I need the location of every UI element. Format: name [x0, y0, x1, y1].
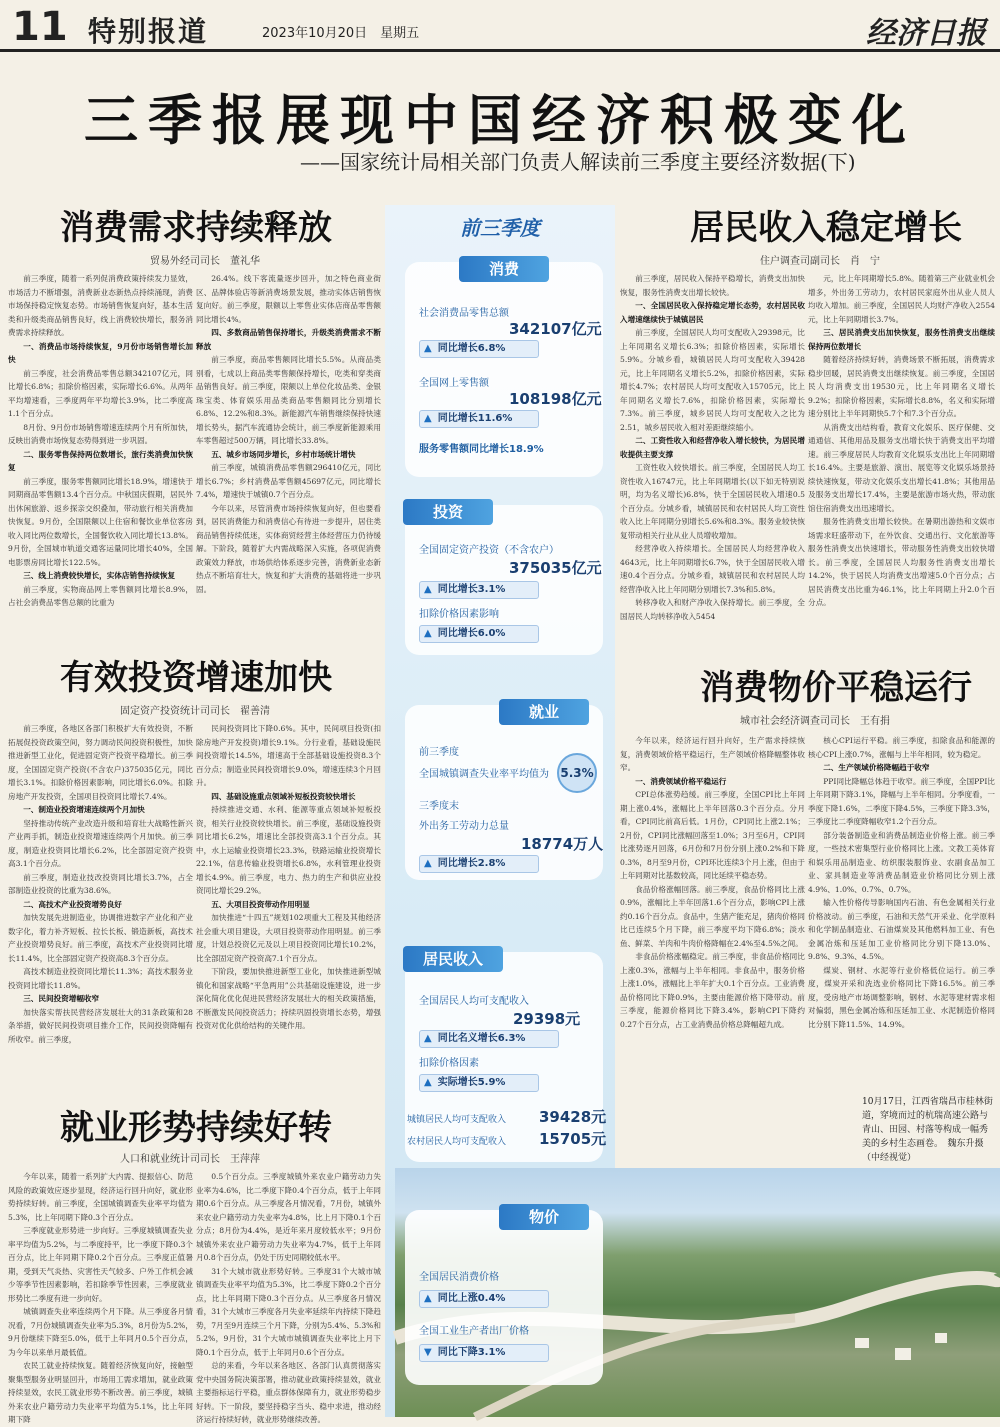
nominal-growth: ▲ 同比名义增长6.3% — [419, 1030, 559, 1048]
consumption-col-1: 前三季度，随着一系列促消费政策持续发力显效，市场活力不断增强，消费新业态新热点持续涌现，消费市场保持稳定恢复态势。市场销售恢复向好，基本生活类和升级类商品销售良好，线上消费较快增长，服务消费需求持续释放。 一、消费品市场持续恢复，9月份市场销售增长加快 前三季度，社会消费品零售总额342107亿元，同比增长6.8%；扣除价格因素，实际增长6.6%。从两年平均增速看，三季度两年平均增长3.9%，比二季度高1.1个百分点。 8月份、9月份市场销售增速连续两个月有所加快，反映出消费市场恢复态势得到进一步巩固。 二、服务零售保持两位数增长，旅行类消费加快恢复 前三季度，服务零售额同比增长18.9%，增速快于同期商品零售额13.4个百分点。中秋国庆假期，居民外出休闲旅游、返乡探亲交织叠加，带动旅行相关消费加快恢复。9月份，全国限额以上住宿和餐饮业单位客房收入同比两位数增长，全国餐饮收入同比增长13.8%。9月份，全国城市轨道交通客运量同比增长40%，全国电影票房同比增长122.5%。 三、线上消费较快增长，实体店销售持续恢复 前三季度，实物商品网上零售额同比增长8.9%，占社会消费品零售总额的比重为 — [8, 274, 193, 607]
up-arrow-icon: ▲ — [424, 1293, 432, 1304]
income-title: 居民收入稳定增长 — [690, 208, 962, 248]
up-arrow-icon: ▲ — [424, 413, 432, 424]
prices-col-1: 今年以来，经济运行回升向好，生产需求持续恢复，消费领域价格平稳运行，生产领域价格降幅整体收窄。 一、消费领域价格平稳运行 CPI总体涨势趋缓。前三季度，全国CPI比上年同期上涨0.4%，涨幅比上半年回落0.3个百分点。分月看，CPI同比前高后低。1月份，CPI同比上涨2.1%；2月份，CPI同比涨幅回落至1.0%；3月至6月，CPI同比涨势逐月回落，6月份和7月份分别上涨0.2%和下降0.3%，8月至9月份，CPI环比连续3个月上涨，但由于上年同期对比基数较高，同比延续平稳态势。 食品价格涨幅回落。前三季度，食品价格同比上涨0.9%，涨幅比上半年回落1.6个百分点，影响CPI上涨约0.16个百分点。食品中，生猪产能充足，猪肉价格同比已连续5个月下降，前三季度平均下降6.8%；淡水鱼、鲜菜、羊肉和牛肉价格降幅在2.4%至4.5%之间。 非食品价格涨幅稳定。前三季度，非食品价格同比上涨0.3%，涨幅与上半年相同。非食品中，服务价格上涨1.0%，涨幅比上半年扩大0.1个百分点。工业消费品价格同比下降0.9%，主要由能源价格下降带动。前三季度，能源价格同比下降3.4%，影响CPI下降约0.27个百分点，占工业消费品价格总降幅超九成。 — [620, 736, 805, 1029]
down-arrow-icon: ▼ — [424, 1347, 432, 1358]
price-adjusted-growth: ▲ 同比增长6.0% — [419, 625, 539, 643]
income-col-1: 前三季度，居民收入保持平稳增长，消费支出加快恢复，服务性消费支出增长较快。 一、全国居民收入保持稳定增长态势，农村居民收入增速继续快于城镇居民 前三季度，全国居民人均可支配收入29398元，比上年同期名义增长6.3%；扣除价格因素，实际增长5.9%。分城乡看，城镇居民人均可支配收入39428元，比上年同期名义增长5.2%，扣除价格因素，实际增长4.7%；农村居民人均可支配收入15705元，比上年同期名义增长7.6%，扣除价格因素，实际增长7.3%。前三季度，城乡居民人均可支配收入之比为2.51，城乡居民收入相对差距继续缩小。 二、工资性收入和经营净收入增长较快，为居民增收提供主要支撑 工资性收入较快增长。前三季度，全国居民人均工资性收入16747元，比上年同期增长(以下如无特别说明，均为名义增长)6.8%，快于全国居民收入增速0.5个百分点。分城乡看，城镇居民和农村居民人均工资性收入比上年同期分别增长5.6%和8.3%。服务业较快恢复带动相关行业从业人员增收增加。 经营净收入持续增长。全国居民人均经营净收入4643元，比上年同期增长6.7%，快于全国居民收入增速0.4个百分点。分城乡看，城镇居民和农村居民人均经营净收入比上年同期分别增长7.3%和5.8%。 转移净收入和财产净收入保持增长。前三季度，全国居民人均转移净收入5454 — [620, 274, 805, 621]
rural-income-value: 15705元 — [539, 1130, 607, 1148]
cpi-label: 全国居民消费价格 — [419, 1272, 499, 1283]
income-byline: 住户调查司副司长 肖 宁 — [760, 256, 880, 267]
fixed-investment-label: 全国固定资产投资（不含农户） — [419, 545, 559, 556]
q1-q3-label: 前三季度 — [419, 747, 459, 758]
price-factor-label: 扣除价格因素 — [419, 1058, 479, 1069]
consumption-col-2: 26.4%。线下客流量逐步回升，加之特色商业街区、品牌体验店等新消费场景发展，推动实体店销售恢复向好。前三季度，限额以上零售业实体店商品零售额同比增长4%。 四、多数商品销售保持增长，升级类消费需求不断释放 前三季度，商品零售额同比增长5.5%。从商品类别看，七成以上商品类零售额保持增长，吃类和穿类商品销售良好。前三季度，限额以上单位化妆品类、金银珠宝类、体育娱乐用品类商品零售额同比分别增长6.8%、12.2%和8.3%。新能源汽车销售继续保持快速增长势头，据汽车流通协会统计，前三季度新能源乘用车零售超过500万辆，同比增长33.8%。 五、城乡市场同步增长，乡村市场统计增快 前三季度，城镇消费品零售额296410亿元，同比增长6.7%；乡村消费品零售额45697亿元，同比增长7.4%，增速快于城镇0.7个百分点。 今年以来，尽管消费市场持续恢复向好，但也要看到，居民消费能力和消费信心有待进一步提升，居住类商品销售持续低迷，实体商贸经营主体经营压力仍待缓解。下阶段，随着扩大内需战略深入实施，各项促消费政策效力释放，市场供给体系逐步完善，消费新业态新热点不断培育壮大，恢复和扩大消费的基础将进一步巩固。 — [196, 274, 381, 594]
investment-byline: 固定资产投资统计司司长 翟善清 — [120, 706, 270, 717]
retail-sales-value: 342107亿元 — [509, 320, 602, 338]
online-sales-label: 全国网上零售额 — [419, 378, 489, 389]
fixed-investment-value: 375035亿元 — [509, 559, 602, 577]
income-tag: 居民收入 — [403, 946, 503, 972]
consumption-tag: 消费 — [459, 256, 549, 282]
prices-byline: 城市社会经济调查司司长 王有捐 — [740, 716, 890, 727]
disposable-income-value: 29398元 — [513, 1010, 581, 1028]
retail-sales-label: 社会消费品零售总额 — [419, 308, 509, 319]
employment-title: 就业形势持续好转 — [60, 1108, 332, 1148]
investment-col-2: 民间投资同比下降0.6%。其中，民间项目投资(扣除房地产开发投资)增长9.1%。分行业看，基础设施民间投资增长14.5%，增速高于全部基础设施投资8.3个百分点；制造业民间投资增长9.0%，增速连续3个月回升。 四、基础设施重点领域补短板投资较快增长 持续推进交通、水利、能源等重点领域补短板投资，相关行业投资较快增长。前三季度，基础设施投资同比增长6.2%，增速比全部投资高3.1个百分点。其中，水上运输业投资增长23.3%，铁路运输业投资增长22.1%，信息传输业投资增长6.8%，水利管理业投资增长4.9%。前三季度，电力、热力的生产和供应业投资同比增长29.2%。 五、大项目投资带动作用明显 加快推进“十四五”规划102项重大工程及其他经济社会重大项目建设，大项目投资带动作用明显。前三季度，计划总投资亿元及以上项目投资同比增长10.2%，比全部固定资产投资高7.1个百分点。 下阶段，要加快推进新型工业化，加快推进新型城镇化和国家战略“平急两用”公共基础设施建设，进一步深化简化优化促进民营经济发展壮大的相关政策措施，不断激发民间投资活力；持续巩固投资增长态势，增强投资对优化供给结构的关键作用。 — [196, 724, 381, 1030]
income-col-2: 元，比上年同期增长5.8%。随着第三产业就业机会增多，外出务工劳动力，农村居民家庭外出从业人员人均收入增加。前三季度，全国居民人均财产净收入2554元，比上年同期增长3.7%。 三、居民消费支出加快恢复，服务性消费支出继续保持两位数增长 随着经济持续好转，消费场景不断拓展，消费需求稳步回暖，居民消费支出继续恢复。前三季度，全国居民人均消费支出19530元，比上年同期名义增长9.2%；扣除价格因素，实际增长8.8%，名义和实际增速分别比上半年同期快5.7个和7.3个百分点。 从消费支出结构看，教育文化娱乐、医疗保健、交通通信、其他用品及服务支出增长快于消费支出平均增速。前三季度居民人均教育文化娱乐支出比上年同期增长16.4%。主要是旅游、演出、展览等文化娱乐场景持续快速恢复，带动文化娱乐支出增长41.8%；其他用品及服务支出增长17.4%，主要是旅游市场火热，带动旅馆住宿消费支出迅速增长。 服务性消费支出增长较快。在暑期出游热和文娱市场需求旺盛带动下，在外饮食、交通出行、文化旅游等服务性消费支出快速增长，带动服务性消费支出较快增长。前三季度，全国居民人均服务性消费支出增长14.2%，快于居民人均消费支出增速5.0个百分点；占居民消费支出比重为46.1%，比上年同期上升2.0个百分点。 — [808, 274, 995, 607]
migrant-workers-label: 外出务工劳动力总量 — [419, 821, 509, 832]
employment-col-2: 0.5个百分点。三季度城镇外来农业户籍劳动力失业率为4.6%，比二季度下降0.4个百分点，低于上年同期0.6个百分点。从三季度各月情况看，7月份，城镇外来农业户籍劳动力失业率为4.8%，比上月下降0.1个百分点；8月份为4.4%，是近年来月度较低水平；9月份城镇外来农业户籍劳动力失业率为4.7%，低于上年同月0.8个百分点，仍处于历史同期较低水平。 31个大城市就业形势好转。三季度31个大城市城镇调查失业率平均值为5.3%，比二季度下降0.2个百分点，比上年同期下降0.3个百分点。从三季度各月情况看，31个大城市三季度各月失业率延续年内持续下降趋势，7月至9月连续三个月下降，分别为5.4%、5.3%和5.2%，9月份，31个大城市城镇调查失业率比上月下降0.1个百分点，低于上年同月0.6个百分点。 总的来看，今年以来各地区、各部门认真贯彻落实党中央国务院决策部署，推动就业政策持续显效，就业主要指标运行平稳，重点群体保障有力，就业形势稳步好转。下一阶段，要坚持稳字当头、稳中求进，推动经济运行持续好转，就业形势继续改善。 — [196, 1172, 381, 1424]
cpi-change: ▲ 同比上涨0.4% — [419, 1290, 549, 1308]
consumption-card — [405, 262, 603, 477]
online-sales-growth: ▲ 同比增长11.6% — [419, 410, 539, 428]
service-retail-growth: 服务零售额同比增长18.9% — [419, 444, 544, 455]
employment-col-1: 今年以来，随着一系列扩大内需、提振信心、防范风险的政策效应逐步显现，经济运行回升向好，就业形势持续好转。前三季度，全国城镇调查失业率平均值为5.3%，比上年同期下降0.3个百分点。 三季度就业形势进一步向好。三季度城镇调查失业率平均值为5.2%，与二季度持平，比一季度下降0.3个百分点，比上年同期下降0.2个百分点。三季度正值暑期，受到天气炎热、灾害性天气较多、户外工作机会减少等季节性因素影响，若扣除季节性因素，三季度就业形势比二季度有进一步向好。 城镇调查失业率连续两个月下降。从三季度各月情况看，7月份城镇调查失业率为5.3%，8月份为5.2%，9月份继续下降至5.0%，低于上年同月0.5个百分点，为今年以来单月最低值。 农民工就业持续恢复。随着经济恢复向好，接触型聚集型服务业明显回升，市场用工需求增加，就业政策持续显效，农民工就业形势不断改善。前三季度，城镇外来农业户籍劳动力失业率平均值为5.1%，比上年同期下降 — [8, 1172, 193, 1424]
up-arrow-icon: ▲ — [424, 628, 432, 639]
online-sales-value: 108198亿元 — [509, 390, 602, 408]
investment-col-1: 前三季度，各地区各部门积极扩大有效投资，不断拓展促投资政策空间，努力调动民间投资积极性，加快推进新型工业化，促进固定资产投资平稳增长。前三季度，全国固定资产投资(不含农户)375035亿元，同比增长3.1%。扣除价格因素影响，同比增长6.0%。扣除房地产开发投资，全国项目投资同比增长7.4%。 一、制造业投资增速连续两个月加快 坚持推动传统产业改造升级和培育壮大战略性新兴产业两手抓，制造业投资增速连续两个月加快。前三季度，制造业投资同比增长6.2%，比全部固定资产投资高3.1个百分点。 前三季度，制造业技改投资同比增长3.7%，占全部制造业投资的比重为38.6%。 二、高技术产业投资增势良好 加快发展先进制造业，协调推进数字产业化和产业数字化，着力补齐短板、拉长长板、锻造新板，高技术产业投资增势良好。前三季度，高技术产业投资同比增长11.4%，比全部固定资产投资高8.3个百分点。 高技术制造业投资同比增长11.3%；高技术服务业投资同比增长11.8%。 三、民间投资增幅收窄 加快落实帮扶民营经济发展壮大的31条政策和28条举措，做好民间投资项目推介工作，民间投资降幅有所收窄。前三季度， — [8, 724, 193, 1044]
page-number: 11 — [12, 4, 68, 50]
up-arrow-icon: ▲ — [424, 1033, 432, 1044]
up-arrow-icon: ▲ — [424, 858, 432, 869]
prices-tag: 物价 — [499, 1204, 589, 1230]
investment-card — [405, 505, 603, 655]
prices-card — [405, 1210, 603, 1385]
migrant-workers-value: 18774万人 — [521, 835, 604, 853]
ppi-change: ▼ 同比下降3.1% — [419, 1344, 549, 1362]
photo-caption: 10月17日，江西省瑞昌市桂林街道，穿境而过的杭瑞高速公路与青山、田园、村落等构成一幅秀美的乡村生态画卷。 魏东升摄（中经视觉） — [862, 1097, 993, 1163]
price-adjusted-label: 扣除价格因素影响 — [419, 609, 499, 620]
rural-income-label: 农村居民人均可支配收入 — [407, 1137, 507, 1147]
infographic-banner: 前三季度 — [460, 216, 540, 240]
sub-headline: ——国家统计局相关部门负责人解读前三季度主要经济数据(下) — [300, 150, 856, 174]
main-headline: 三季报展现中国经济积极变化 — [84, 89, 916, 152]
investment-title: 有效投资增速加快 — [60, 658, 332, 698]
disposable-income-label: 全国居民人均可支配收入 — [419, 996, 529, 1007]
consumption-title: 消费需求持续释放 — [60, 208, 332, 248]
unemployment-value: 5.3% — [557, 753, 597, 793]
up-arrow-icon: ▲ — [424, 584, 432, 595]
prices-title: 消费物价平稳运行 — [700, 668, 972, 708]
migrant-workers-growth: ▲ 同比增长2.8% — [419, 855, 539, 873]
urban-income-label: 城镇居民人均可支配收入 — [407, 1115, 507, 1125]
investment-tag: 投资 — [403, 499, 493, 525]
up-arrow-icon: ▲ — [424, 343, 432, 354]
newspaper-logo: 经济日报 — [866, 16, 986, 51]
issue-date: 2023年10月20日 星期五 — [262, 26, 420, 41]
employment-card — [405, 705, 603, 880]
retail-sales-growth: ▲ 同比增长6.8% — [419, 340, 539, 358]
section-name: 特别报道 — [88, 15, 209, 48]
prices-col-2: 核心CPI运行平稳。前三季度，扣除食品和能源的核心CPI上涨0.7%，涨幅与上半年相同，较为稳定。 二、生产领域价格降幅趋于收窄 PPI同比降幅总体趋于收窄。前三季度，全国PPI比上年同期下降3.1%，降幅与上半年相同。分季度看，一季度下降1.6%，二季度下降4.5%，三季度下降3.3%，三季度比二季度降幅收窄1.2个百分点。 部分装备制造业和消费品制造业价格上涨。前三季度，一些技术密集型行业价格同比上涨。文教工美体育和娱乐用品制造业、纺织服装服饰业、农副食品加工业、家具制造业等消费品制造业价格同比分别上涨4.9%、1.0%、0.7%、0.7%。 输入性价格传导影响国内石油、有色金属相关行业价格波动。前三季度，石油和天然气开采业、化学原料和化学制品制造业、石油煤炭及其他燃料加工业、有色金属冶炼和压延加工业价格同比分别下降13.0%、9.8%、9.3%、4.5%。 煤炭、钢材、水泥等行业价格低位运行。前三季度，煤炭开采和洗选业价格同比下降16.5%。前三季度，受房地产市场调整影响，钢材、水泥等建材需求相对偏弱，黑色金属冶炼和压延加工业、水泥制造价格同比分别下降11.5%、14.9%。 — [808, 736, 995, 1029]
employment-tag: 就业 — [499, 699, 589, 725]
fixed-investment-growth: ▲ 同比增长3.1% — [419, 581, 539, 599]
consumption-byline: 贸易外经司司长 董礼华 — [150, 256, 260, 267]
unemployment-label: 全国城镇调查失业率平均值为 — [419, 769, 549, 780]
q3-end-label: 三季度末 — [419, 801, 459, 812]
employment-byline: 人口和就业统计司司长 王萍萍 — [120, 1154, 260, 1165]
income-card — [405, 950, 607, 1162]
ppi-label: 全国工业生产者出厂价格 — [419, 1326, 529, 1337]
real-growth: ▲ 实际增长5.9% — [419, 1074, 539, 1092]
urban-income-value: 39428元 — [539, 1108, 607, 1126]
up-arrow-icon: ▲ — [424, 1077, 432, 1088]
